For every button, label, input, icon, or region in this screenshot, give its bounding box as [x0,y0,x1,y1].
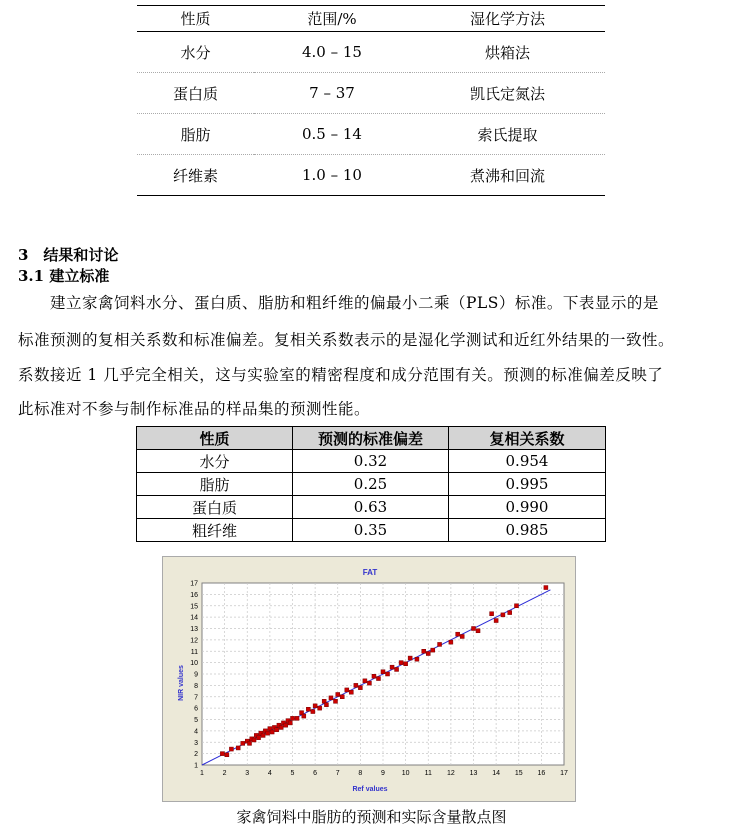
data-point [386,672,390,676]
table-cell: 0.63 [293,496,449,519]
section-heading: 3 结果和讨论 [18,246,119,264]
data-point [329,696,333,700]
data-point [306,707,310,711]
y-tick-label: 4 [194,728,198,736]
data-point [252,738,256,742]
data-point [288,721,292,725]
data-point [248,741,252,745]
x-tick-label: 11 [424,770,432,777]
table-cell: 脂肪 [137,114,254,155]
data-point [241,741,245,745]
fat-scatter-chart [162,556,576,802]
data-point [376,677,380,681]
y-tick-label: 2 [194,751,198,759]
table-cell: 烘箱法 [410,32,605,73]
table-cell: 4.0 – 15 [254,32,410,73]
data-point [225,753,229,757]
y-tick-label: 14 [190,614,198,622]
table-row [137,450,606,473]
x-tick-label: 2 [222,770,227,777]
data-point [449,640,453,644]
table-cell: 0.985 [449,519,606,542]
x-tick-label: 8 [358,770,363,777]
data-point [494,619,498,623]
data-point [381,670,385,674]
data-point [266,731,270,735]
data-point [422,649,426,653]
data-point [472,627,476,631]
table-cell: 脂肪 [137,473,293,496]
table-cell: 7 – 37 [254,73,410,114]
table-cell: 煮沸和回流 [410,155,605,196]
data-point [229,747,233,751]
data-point [333,699,337,703]
y-axis-label: NIR values [178,665,185,701]
x-tick-label: 12 [446,770,455,777]
y-tick-label: 7 [194,694,198,702]
data-point [270,730,274,734]
x-tick-label: 14 [492,770,501,777]
table-cell: 水分 [137,450,293,473]
y-tick-label: 15 [190,603,198,611]
x-tick-label: 6 [313,770,318,777]
data-point [261,733,265,737]
figure-caption: 家禽饲料中脂肪的预测和实际含量散点图 [236,808,507,826]
x-tick-label: 5 [290,770,295,777]
table-header-cell: 预测的标准偏差 [293,427,449,450]
y-tick-label: 16 [190,591,198,599]
data-point [257,736,261,740]
data-point [284,723,288,727]
data-point [354,683,358,687]
x-tick-label: 16 [537,770,546,777]
y-tick-label: 9 [194,671,198,679]
data-point [313,704,317,708]
y-tick-label: 8 [194,682,198,690]
data-point [544,586,548,590]
calibration-table [136,426,606,542]
data-point [302,714,306,718]
y-tick-label: 3 [194,739,198,747]
table-row [137,73,605,114]
data-point [363,679,367,683]
data-point [460,634,464,638]
table-cell: 凯氏定氮法 [410,73,605,114]
table-cell: 0.5 – 14 [254,114,410,155]
table-cell: 粗纤维 [137,519,293,542]
data-point [340,695,344,699]
data-point [324,703,328,707]
table-row [137,496,606,519]
table-header-cell: 性质 [137,427,293,450]
table-header-row [137,7,605,32]
x-tick-label: 10 [401,770,410,777]
x-tick-label: 7 [335,770,340,777]
chart-title: FAT [362,568,378,577]
table-header-cell: 性质 [137,7,254,32]
data-point [426,652,430,656]
paragraph-line: 系数接近 1 几乎完全相关，这与实验室的精密程度和成分范围有关。预测的标准偏差反映了 [18,366,664,384]
table-cell: 0.32 [293,450,449,473]
data-point [404,662,408,666]
table-cell: 蛋白质 [137,73,254,114]
paragraph-line: 标准预测的复相关系数和标准偏差。复相关系数表示的是湿化学测试和近红外结果的一致性。 [18,331,675,349]
table-cell: 水分 [137,32,254,73]
properties-table [137,7,605,196]
x-tick-label: 17 [560,770,568,777]
data-point [318,706,322,710]
x-tick-label: 4 [267,770,272,777]
subsection-heading: 3.1 建立标准 [18,267,110,285]
x-axis-label: Ref values [352,786,388,793]
table-header-row [137,427,606,450]
chart-svg [163,557,575,801]
data-point [490,612,494,616]
data-point [476,629,480,633]
data-point [501,613,505,617]
data-point [236,746,240,750]
table-cell: 0.990 [449,496,606,519]
data-point [372,674,376,678]
data-point [438,642,442,646]
data-point [220,752,224,756]
table-row [137,32,605,73]
y-tick-label: 1 [194,762,198,770]
data-point [279,725,283,729]
data-point [514,604,518,608]
data-point [395,667,399,671]
table-cell: 0.954 [449,450,606,473]
table-cell: 纤维素 [137,155,254,196]
table1-top-border [137,5,605,6]
data-point [336,692,340,696]
y-tick-label: 13 [190,626,198,633]
data-point [358,686,362,690]
x-tick-label: 1 [200,770,204,777]
table-row [137,155,605,196]
data-point [390,665,394,669]
data-point [431,648,435,652]
y-tick-label: 10 [190,660,198,668]
y-tick-label: 17 [190,580,198,588]
x-tick-label: 9 [381,770,385,777]
data-point [291,716,295,720]
data-point [508,611,512,615]
table-row [137,114,605,155]
paragraph-line: 此标准对不参与制作标准品的样品集的预测性能。 [18,400,371,418]
table-cell: 0.25 [293,473,449,496]
table-row [137,473,606,496]
y-tick-label: 11 [190,648,198,656]
data-point [275,728,279,732]
table-cell: 索氏提取 [410,114,605,155]
table-header-cell: 湿化学方法 [410,7,605,32]
x-tick-label: 3 [245,770,250,777]
table-header-cell: 复相关系数 [449,427,606,450]
data-point [415,657,419,661]
table-header-cell: 范围/% [254,7,410,32]
data-point [408,656,412,660]
data-point [367,681,371,685]
paragraph-line: 建立家禽饲料水分、蛋白质、脂肪和粗纤维的偏最小二乘（PLS）标准。下表显示的是 [50,294,659,312]
table-row [137,519,606,542]
table-cell: 0.35 [293,519,449,542]
y-tick-label: 12 [190,637,198,645]
table-cell: 1.0 – 10 [254,155,410,196]
plot-area [190,581,568,778]
x-tick-label: 15 [514,770,523,777]
data-point [456,632,460,636]
data-point [295,716,299,720]
data-point [349,690,353,694]
x-tick-label: 13 [469,770,478,777]
data-point [399,661,403,665]
table-cell: 0.995 [449,473,606,496]
data-point [345,688,349,692]
y-tick-label: 6 [194,705,198,713]
data-point [311,710,315,714]
table-cell: 蛋白质 [137,496,293,519]
y-tick-label: 5 [194,717,198,724]
